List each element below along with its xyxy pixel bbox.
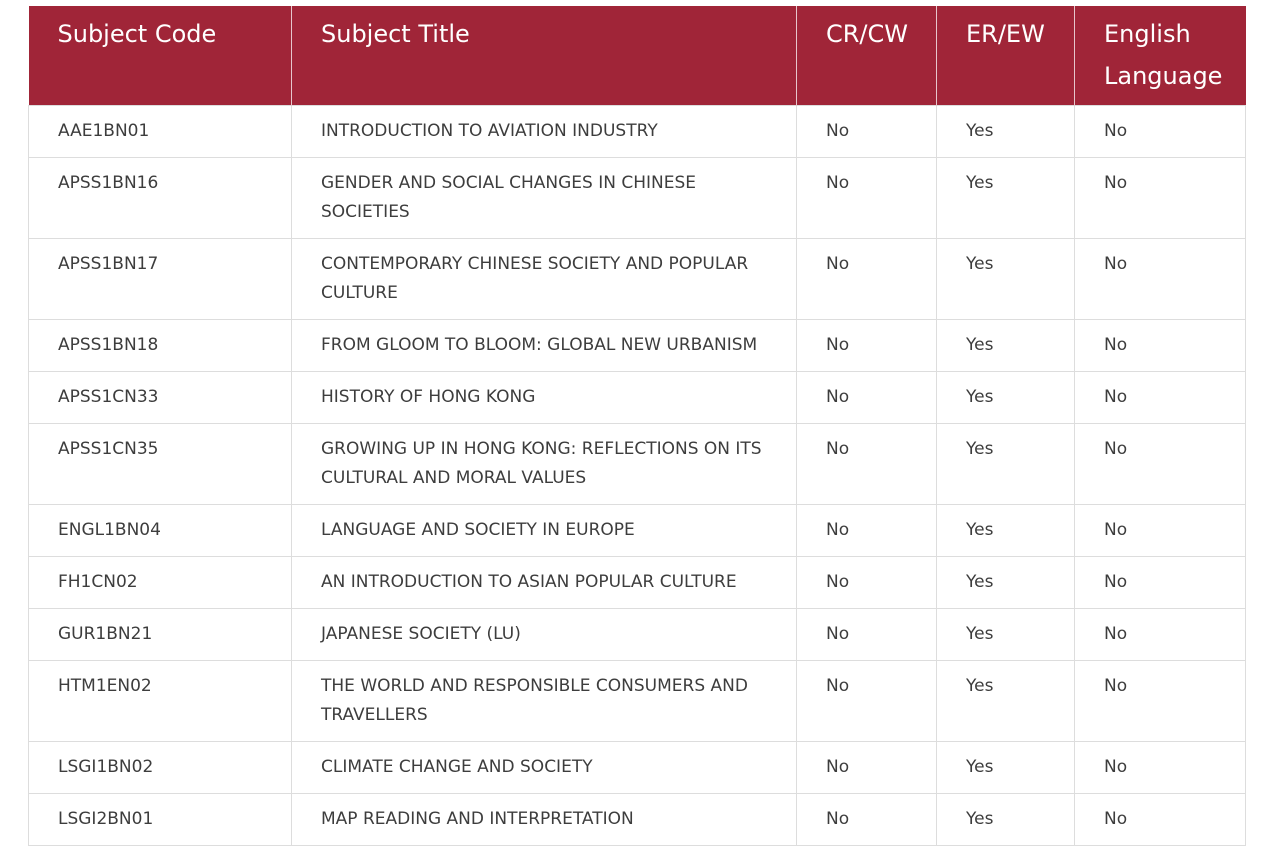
cell-subject-title: LANGUAGE AND SOCIETY IN EUROPE <box>292 505 797 557</box>
cell-subject-code: FH1CN02 <box>29 557 292 609</box>
cell-subject-code: AAE1BN01 <box>29 106 292 158</box>
table-row <box>29 158 1246 239</box>
subject-table <box>28 6 1246 846</box>
cell-subject-title: HISTORY OF HONG KONG <box>292 372 797 424</box>
cell-subject-title: GENDER AND SOCIAL CHANGES IN CHINESE SOCIETIES <box>292 158 797 239</box>
cell-cr-cw: No <box>797 557 937 609</box>
cell-er-ew: Yes <box>937 372 1075 424</box>
header-row <box>29 6 1246 106</box>
cell-subject-code: GUR1BN21 <box>29 609 292 661</box>
cell-er-ew: Yes <box>937 505 1075 557</box>
cell-cr-cw: No <box>797 158 937 239</box>
table-row <box>29 742 1246 794</box>
cell-english-language: No <box>1075 372 1246 424</box>
cell-english-language: No <box>1075 557 1246 609</box>
cell-subject-code: APSS1CN33 <box>29 372 292 424</box>
header-english-language: English Language <box>1075 6 1246 106</box>
cell-subject-code: APSS1CN35 <box>29 424 292 505</box>
cell-subject-title: GROWING UP IN HONG KONG: REFLECTIONS ON ITS CULTURAL AND MORAL VALUES <box>292 424 797 505</box>
table-row <box>29 794 1246 846</box>
cell-subject-title: CLIMATE CHANGE AND SOCIETY <box>292 742 797 794</box>
cell-english-language: No <box>1075 106 1246 158</box>
subject-table-container <box>28 6 1245 846</box>
cell-english-language: No <box>1075 794 1246 846</box>
table-row <box>29 106 1246 158</box>
table-row <box>29 372 1246 424</box>
table-row <box>29 661 1246 742</box>
cell-subject-code: APSS1BN16 <box>29 158 292 239</box>
header-er-ew: ER/EW <box>937 6 1075 106</box>
cell-subject-title: THE WORLD AND RESPONSIBLE CONSUMERS AND TRAVELLERS <box>292 661 797 742</box>
cell-cr-cw: No <box>797 320 937 372</box>
table-row <box>29 609 1246 661</box>
table-body <box>29 106 1246 846</box>
cell-subject-title: JAPANESE SOCIETY (LU) <box>292 609 797 661</box>
cell-cr-cw: No <box>797 661 937 742</box>
cell-er-ew: Yes <box>937 742 1075 794</box>
cell-subject-code: LSGI2BN01 <box>29 794 292 846</box>
cell-cr-cw: No <box>797 372 937 424</box>
cell-english-language: No <box>1075 320 1246 372</box>
cell-subject-title: FROM GLOOM TO BLOOM: GLOBAL NEW URBANISM <box>292 320 797 372</box>
cell-subject-title: MAP READING AND INTERPRETATION <box>292 794 797 846</box>
cell-er-ew: Yes <box>937 320 1075 372</box>
cell-subject-code: HTM1EN02 <box>29 661 292 742</box>
cell-cr-cw: No <box>797 106 937 158</box>
cell-cr-cw: No <box>797 609 937 661</box>
cell-subject-code: ENGL1BN04 <box>29 505 292 557</box>
cell-er-ew: Yes <box>937 661 1075 742</box>
cell-cr-cw: No <box>797 424 937 505</box>
cell-subject-title: AN INTRODUCTION TO ASIAN POPULAR CULTURE <box>292 557 797 609</box>
table-row <box>29 424 1246 505</box>
cell-subject-code: APSS1BN18 <box>29 320 292 372</box>
table-row <box>29 505 1246 557</box>
cell-cr-cw: No <box>797 742 937 794</box>
table-row <box>29 557 1246 609</box>
cell-english-language: No <box>1075 609 1246 661</box>
cell-subject-title: INTRODUCTION TO AVIATION INDUSTRY <box>292 106 797 158</box>
cell-english-language: No <box>1075 424 1246 505</box>
cell-english-language: No <box>1075 158 1246 239</box>
cell-subject-code: APSS1BN17 <box>29 239 292 320</box>
cell-er-ew: Yes <box>937 557 1075 609</box>
cell-er-ew: Yes <box>937 158 1075 239</box>
cell-english-language: No <box>1075 505 1246 557</box>
header-subject-code: Subject Code <box>29 6 292 106</box>
cell-subject-title: CONTEMPORARY CHINESE SOCIETY AND POPULAR CULTURE <box>292 239 797 320</box>
header-subject-title: Subject Title <box>292 6 797 106</box>
cell-subject-code: LSGI1BN02 <box>29 742 292 794</box>
table-row <box>29 320 1246 372</box>
cell-cr-cw: No <box>797 505 937 557</box>
table-header <box>29 6 1246 106</box>
header-cr-cw: CR/CW <box>797 6 937 106</box>
cell-er-ew: Yes <box>937 609 1075 661</box>
cell-cr-cw: No <box>797 794 937 846</box>
cell-english-language: No <box>1075 661 1246 742</box>
cell-er-ew: Yes <box>937 239 1075 320</box>
cell-er-ew: Yes <box>937 794 1075 846</box>
cell-english-language: No <box>1075 742 1246 794</box>
table-row <box>29 239 1246 320</box>
cell-er-ew: Yes <box>937 106 1075 158</box>
cell-er-ew: Yes <box>937 424 1075 505</box>
cell-cr-cw: No <box>797 239 937 320</box>
cell-english-language: No <box>1075 239 1246 320</box>
